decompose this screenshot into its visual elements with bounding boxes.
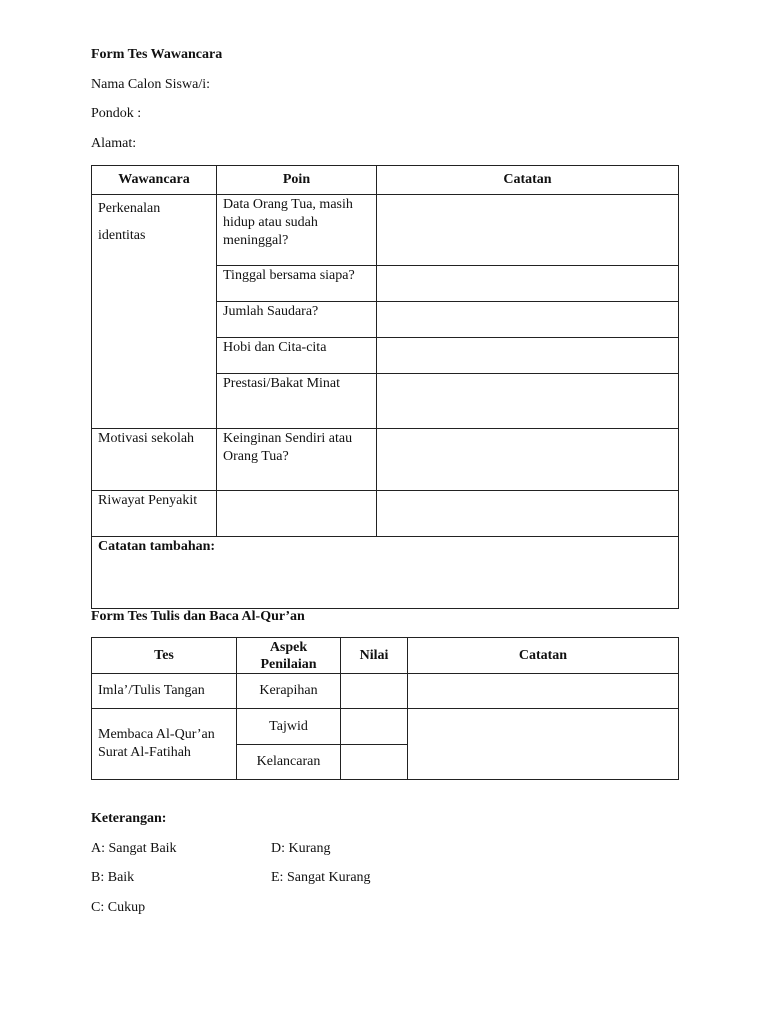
catatan-cell[interactable] <box>377 338 679 374</box>
section-label-motivasi: Motivasi sekolah <box>92 429 217 491</box>
table-row <box>92 429 679 491</box>
nilai-cell[interactable] <box>341 745 408 780</box>
aspect-cell: Kelancaran <box>237 745 341 780</box>
table-row <box>92 195 679 266</box>
field-alamat[interactable]: Alamat: <box>91 136 137 151</box>
catatan-cell[interactable] <box>377 374 679 429</box>
section-label-perkenalan: Perkenalan identitas <box>92 195 217 429</box>
header-tes: Tes <box>92 638 237 674</box>
point-cell: Keinginan Sendiri atau Orang Tua? <box>217 429 377 491</box>
form-title: Form Tes Wawancara <box>91 47 223 62</box>
header-nilai: Nilai <box>341 638 408 674</box>
header-wawancara: Wawancara <box>92 166 217 195</box>
catatan-cell[interactable] <box>377 266 679 302</box>
catatan-cell[interactable] <box>377 429 679 491</box>
legend-item-e: E: Sangat Kurang <box>271 870 371 885</box>
table-row <box>92 674 679 709</box>
reading-test-table <box>91 637 679 780</box>
point-cell[interactable] <box>217 491 377 537</box>
header-catatan: Catatan <box>377 166 679 195</box>
legend-title: Keterangan: <box>91 811 167 826</box>
point-cell: Prestasi/Bakat Minat <box>217 374 377 429</box>
legend-item-c: C: Cukup <box>91 900 146 915</box>
nilai-cell[interactable] <box>341 709 408 745</box>
legend-item-d: D: Kurang <box>271 841 331 856</box>
test-cell: Imla’/Tulis Tangan <box>92 674 237 709</box>
header-poin: Poin <box>217 166 377 195</box>
nilai-cell[interactable] <box>341 674 408 709</box>
catatan-cell[interactable] <box>408 709 679 780</box>
additional-notes-label[interactable]: Catatan tambahan: <box>92 537 679 609</box>
aspect-cell: Kerapihan <box>237 674 341 709</box>
aspect-cell: Tajwid <box>237 709 341 745</box>
table-row <box>92 709 679 745</box>
legend-item-a: A: Sangat Baik <box>91 841 177 856</box>
header-catatan: Catatan <box>408 638 679 674</box>
interview-table <box>91 165 679 609</box>
additional-notes-row <box>92 537 679 609</box>
legend-item-b: B: Baik <box>91 870 135 885</box>
point-cell: Hobi dan Cita-cita <box>217 338 377 374</box>
catatan-cell[interactable] <box>377 491 679 537</box>
point-cell: Jumlah Saudara? <box>217 302 377 338</box>
header-aspek-penilaian: Aspek Penilaian <box>237 638 341 674</box>
form2-title: Form Tes Tulis dan Baca Al-Qur’an <box>91 609 305 624</box>
catatan-cell[interactable] <box>377 195 679 266</box>
table-header-row <box>92 166 679 195</box>
point-cell: Data Orang Tua, masih hidup atau sudah meninggal? <box>217 195 377 266</box>
catatan-cell[interactable] <box>377 302 679 338</box>
point-cell: Tinggal bersama siapa? <box>217 266 377 302</box>
field-nama-calon-siswa[interactable]: Nama Calon Siswa/i: <box>91 77 210 92</box>
test-cell: Membaca Al-Qur’an Surat Al-Fatihah <box>92 709 237 780</box>
section-label-riwayat: Riwayat Penyakit <box>92 491 217 537</box>
field-pondok[interactable]: Pondok : <box>91 106 142 121</box>
table-header-row <box>92 638 679 674</box>
table-row <box>92 491 679 537</box>
catatan-cell[interactable] <box>408 674 679 709</box>
